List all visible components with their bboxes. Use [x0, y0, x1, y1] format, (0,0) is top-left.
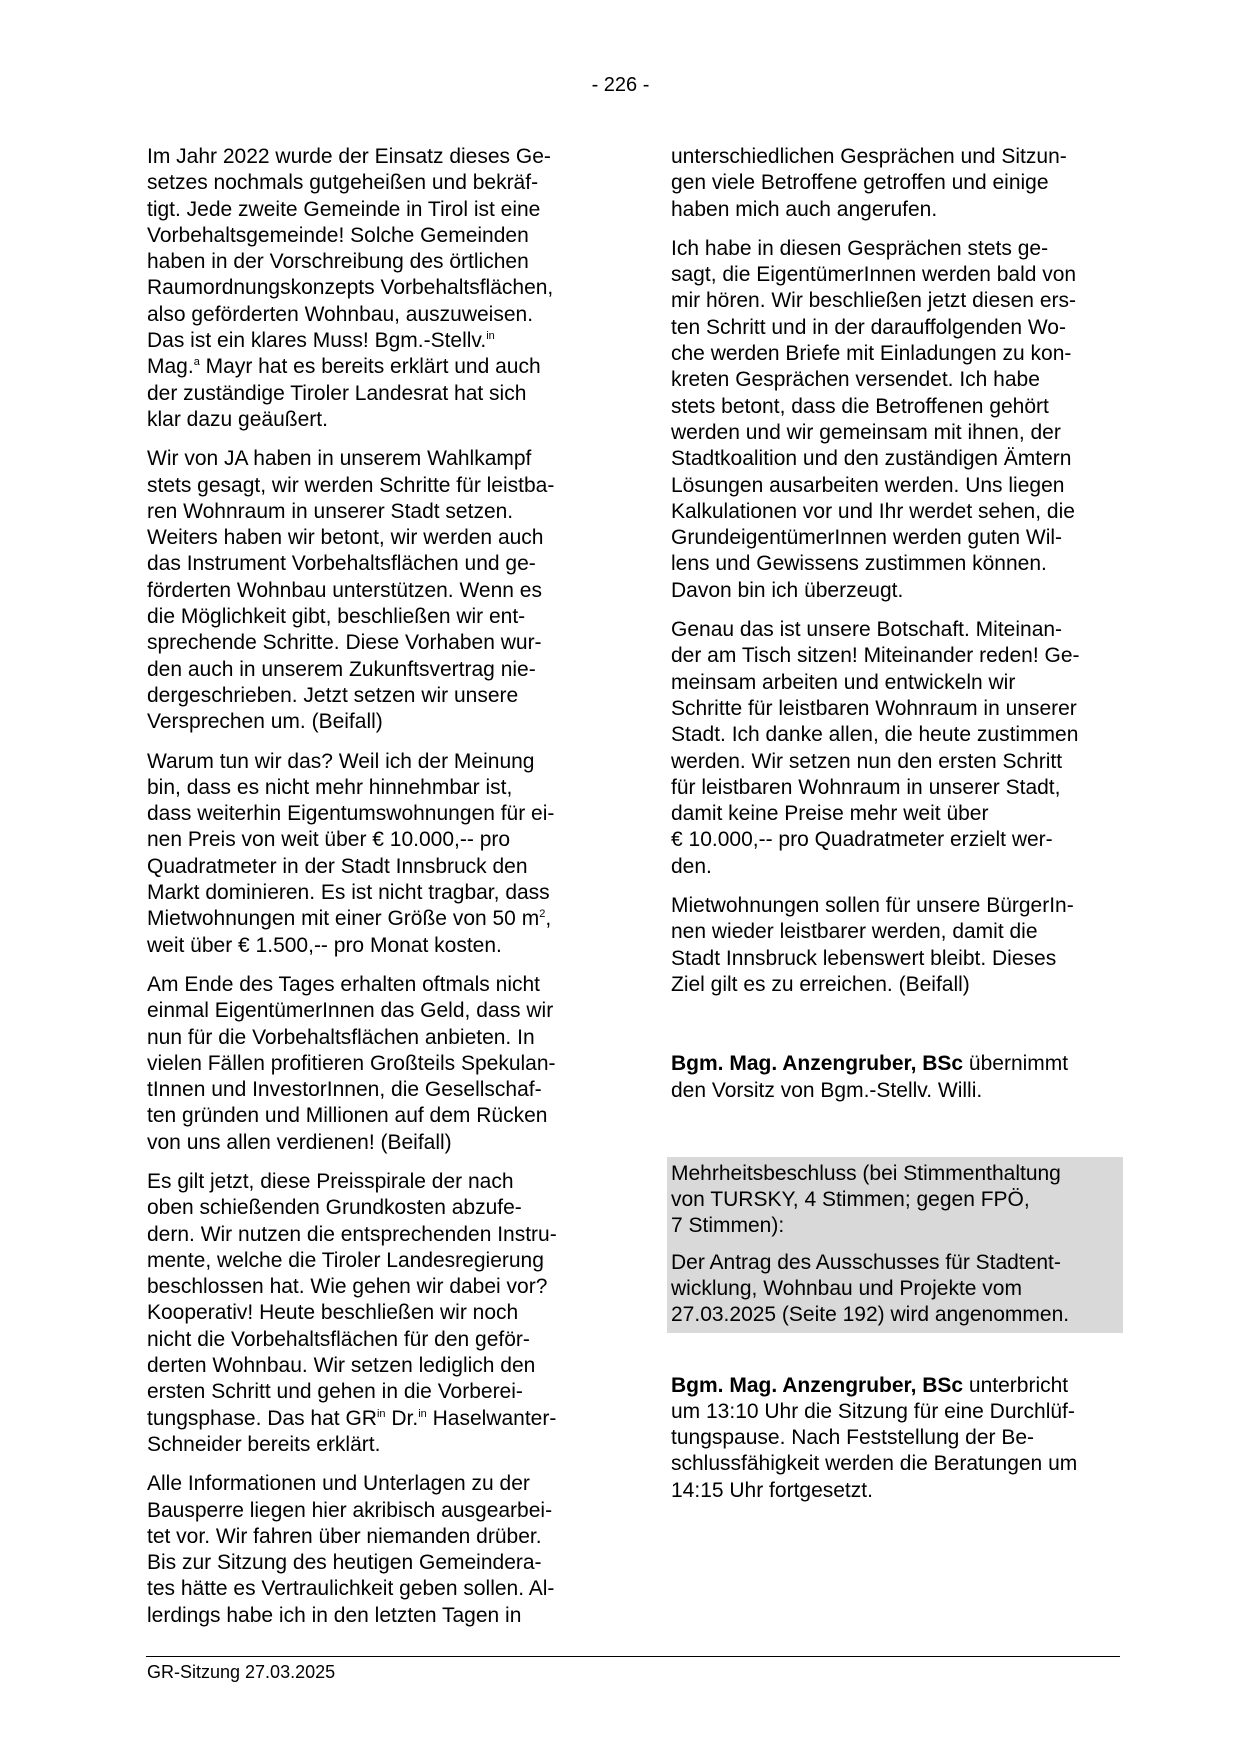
text-line: 7 Stimmen):: [671, 1214, 785, 1238]
text-line: Davon bin ich überzeugt.: [671, 578, 904, 602]
text-line: den.: [671, 854, 712, 878]
paragraph-message: [671, 617, 1131, 880]
paragraph-legal-obligation: [147, 144, 607, 433]
text-fragment: tungsphase. Das hat GR: [147, 1406, 377, 1430]
paragraph-price-spiral: [147, 1169, 607, 1458]
text-line: [671, 1373, 1131, 1399]
text-line: stets betont, dass die Betroffenen gehört: [671, 394, 1049, 418]
text-line: meinsam arbeiten und entwickeln wir: [671, 670, 1016, 694]
spacer: [671, 1011, 1131, 1051]
text-line: derten Wohnbau. Wir setzen lediglich den: [147, 1354, 536, 1378]
text-line: Alle Informationen und Unterlagen zu der: [147, 1472, 530, 1496]
text-line: [147, 906, 607, 932]
text-line: Raumordnungskonzepts Vorbehaltsflächen,: [147, 276, 554, 300]
text-line: gen viele Betroffene getroffen und einige: [671, 171, 1049, 195]
paragraph-prices: [147, 749, 607, 959]
footer-divider: [146, 1656, 1120, 1657]
speaker-name: Bgm. Mag. Anzengruber, BSc: [671, 1373, 964, 1397]
text-line: nicht die Vorbehaltsflächen für den geför-: [147, 1327, 530, 1351]
text-line: oben schießenden Grundkosten abzufe-: [147, 1196, 522, 1220]
text-line: Warum tun wir das? Weil ich der Meinung: [147, 749, 535, 773]
text-fragment: Mag.: [147, 355, 194, 379]
text-line: haben mich auch angerufen.: [671, 197, 938, 221]
text-line: ren Wohnraum in unserer Stadt setzen.: [147, 499, 514, 523]
text-line: tes hätte es Vertraulichkeit geben sollen. Al-: [147, 1577, 555, 1601]
text-line: werden und wir gemeinsam mit ihnen, der: [671, 420, 1061, 444]
text-line: sagt, die EigentümerInnen werden bald von: [671, 263, 1077, 287]
text-line: werden. Wir setzen nun den ersten Schritt: [671, 749, 1063, 773]
spacer: [671, 1333, 1131, 1373]
text-line: einmal EigentümerInnen das Geld, dass wir: [147, 999, 554, 1023]
spacer: [671, 1117, 1131, 1157]
text-line: nun für die Vorbehaltsflächen anbieten. In: [147, 1025, 535, 1049]
text-fragment: Das ist ein klares Muss! Bgm.-Stellv.: [147, 329, 487, 353]
text-line: [671, 1051, 1131, 1077]
text-line: Weiters haben wir betont, wir werden auch: [147, 526, 544, 550]
text-line: sprechende Schritte. Diese Vorhaben wur-: [147, 631, 542, 655]
text-line: die Möglichkeit gibt, beschließen wir ent-: [147, 605, 526, 629]
text-line: Im Jahr 2022 wurde der Einsatz dieses Ge-: [147, 145, 551, 168]
text-line: [147, 354, 607, 380]
text-line: von TURSKY, 4 Stimmen; gegen FPÖ,: [671, 1188, 1030, 1212]
text-line: klar dazu geäußert.: [147, 407, 328, 431]
footer-session-date: GR-Sitzung 27.03.2025: [147, 1662, 336, 1682]
superscript: 2: [539, 908, 546, 921]
page-number: - 226 -: [591, 74, 650, 96]
resolution-text: [671, 1250, 1123, 1329]
text-line: wicklung, Wohnbau und Projekte vom: [671, 1276, 1022, 1300]
right-column: [671, 144, 1131, 1517]
resolution-box: [667, 1157, 1123, 1333]
text-line: um 13:10 Uhr die Sitzung für eine Durchlüf-: [671, 1399, 1075, 1423]
text-line: dergeschrieben. Jetzt setzen wir unsere: [147, 683, 519, 707]
paragraph-owners: [671, 236, 1131, 604]
text-line: Schneider bereits erklärt.: [147, 1432, 381, 1456]
text-line: Mehrheitsbeschluss (bei Stimmenthaltung: [671, 1161, 1061, 1185]
text-line: das Instrument Vorbehaltsflächen und ge-: [147, 552, 536, 576]
text-line: vielen Fällen profitieren Großteils Spekulan-: [147, 1051, 556, 1075]
text-line: kreten Gesprächen versendet. Ich habe: [671, 368, 1040, 392]
paragraph-rentals: [671, 893, 1131, 998]
text-line: Versprechen um. (Beifall): [147, 710, 383, 734]
text-line: für leistbaren Wohnraum in unserer Stadt,: [671, 775, 1061, 799]
text-line: tInnen und InvestorInnen, die Gesellschaf-: [147, 1078, 542, 1102]
text-line: 14:15 Uhr fortgesetzt.: [671, 1478, 873, 1502]
text-line: € 10.000,-- pro Quadratmeter erzielt wer-: [671, 828, 1053, 852]
text-line: von uns allen verdienen! (Beifall): [147, 1130, 452, 1154]
superscript: in: [418, 1407, 427, 1420]
text-fragment: Dr.: [385, 1406, 419, 1430]
text-line: Kooperativ! Heute beschließen wir noch: [147, 1301, 519, 1325]
superscript: in: [486, 329, 495, 342]
text-line: unterschiedlichen Gesprächen und Sitzun-: [671, 145, 1067, 168]
text-line: Ich habe in diesen Gesprächen stets ge-: [671, 236, 1049, 260]
text-line: Stadt Innsbruck lebenswert bleibt. Dieses: [671, 946, 1057, 970]
speaker-name: Bgm. Mag. Anzengruber, BSc: [671, 1052, 964, 1076]
text-line: Quadratmeter in der Stadt Innsbruck den: [147, 854, 528, 878]
text-fragment: Mietwohnungen mit einer Größe von 50 m: [147, 907, 540, 931]
text-line: Der Antrag des Ausschusses für Stadtent-: [671, 1250, 1061, 1274]
text-fragment: Mayr hat es bereits erklärt und auch: [199, 355, 541, 379]
text-line: Markt dominieren. Es ist nicht tragbar, dass: [147, 881, 550, 905]
text-line: Bis zur Sitzung des heutigen Gemeindera-: [147, 1551, 542, 1575]
text-line: weit über € 1.500,-- pro Monat kosten.: [147, 933, 502, 957]
text-line: nen wieder leistbarer werden, damit die: [671, 920, 1038, 944]
text-line: ersten Schritt und gehen in die Vorberei-: [147, 1380, 523, 1404]
text-line: der zuständige Tiroler Landesrat hat sich: [147, 381, 527, 405]
text-line: GrundeigentümerInnen werden guten Wil-: [671, 526, 1063, 550]
text-line: che werden Briefe mit Einladungen zu kon-: [671, 342, 1072, 366]
text-line: Stadtkoalition und den zuständigen Ämtern: [671, 447, 1072, 471]
text-line: bin, dass es nicht mehr hinnehmbar ist,: [147, 775, 513, 799]
paragraph-conversations: [671, 144, 1131, 223]
text-line: haben in der Vorschreibung des örtlichen: [147, 250, 529, 274]
text-line: Wir von JA haben in unserem Wahlkampf: [147, 447, 532, 471]
paragraph-speculators: [147, 972, 607, 1156]
text-line: Stadt. Ich danke allen, die heute zustimmen: [671, 723, 1079, 747]
text-fragment: Haselwanter-: [426, 1406, 557, 1430]
text-line: Schritte für leistbaren Wohnraum in unserer: [671, 696, 1077, 720]
text-line: tet vor. Wir fahren über niemanden drüber.: [147, 1524, 542, 1548]
text-line: lerdings habe ich in den letzten Tagen in: [147, 1603, 522, 1627]
text-line: der am Tisch sitzen! Miteinander reden! Ge-: [671, 644, 1080, 668]
text-line: Mietwohnungen sollen für unsere BürgerIn-: [671, 894, 1074, 918]
text-line: nen Preis von weit über € 10.000,-- pro: [147, 828, 511, 852]
text-line: Am Ende des Tages erhalten oftmals nicht: [147, 972, 541, 996]
text-line: beschlossen hat. Wie gehen wir dabei vor?: [147, 1275, 548, 1299]
superscript: a: [193, 356, 200, 369]
text-line: mir hören. Wir beschließen jetzt diesen ers-: [671, 289, 1076, 313]
paragraph-information: [147, 1471, 607, 1629]
text-line: Es gilt jetzt, diese Preisspirale der nach: [147, 1169, 514, 1193]
text-line: [147, 328, 607, 354]
text-line: schlussfähigkeit werden die Beratungen um: [671, 1452, 1078, 1476]
text-line: 27.03.2025 (Seite 192) wird angenommen.: [671, 1303, 1070, 1327]
text-line: [147, 1406, 607, 1432]
text-line: Genau das ist unsere Botschaft. Miteinan-: [671, 618, 1063, 642]
pause-note: [671, 1373, 1131, 1504]
text-fragment: übernimmt: [963, 1052, 1069, 1076]
superscript: in: [376, 1407, 386, 1420]
left-column: [147, 144, 607, 1642]
text-line: förderten Wohnbau unterstützen. Wenn es: [147, 578, 542, 602]
text-line: dern. Wir nutzen die entsprechenden Instru-: [147, 1222, 557, 1246]
text-line: setzes nochmals gutgeheißen und bekräf-: [147, 171, 539, 195]
chair-change-note: [671, 1051, 1131, 1104]
text-fragment: unterbricht: [963, 1373, 1069, 1397]
text-line: den Vorsitz von Bgm.-Stellv. Willi.: [671, 1078, 983, 1102]
text-line: ten Schritt und in der darauffolgenden Wo-: [671, 315, 1066, 339]
text-line: den auch in unserem Zukunftsvertrag nie-: [147, 657, 536, 681]
text-line: dass weiterhin Eigentumswohnungen für ei-: [147, 802, 555, 826]
text-line: tungspause. Nach Feststellung der Be-: [671, 1426, 1035, 1450]
text-line: Bausperre liegen hier akribisch ausgearbei-: [147, 1498, 553, 1522]
text-line: Ziel gilt es zu erreichen. (Beifall): [671, 972, 970, 996]
text-line: Kalkulationen vor und Ihr werdet sehen, die: [671, 499, 1075, 523]
text-line: tigt. Jede zweite Gemeinde in Tirol ist eine: [147, 197, 541, 221]
text-line: also geförderten Wohnbau, auszuweisen.: [147, 302, 534, 326]
vote-result: [671, 1161, 1123, 1240]
text-line: damit keine Preise mehr weit über: [671, 802, 989, 826]
text-fragment: ,: [545, 907, 552, 931]
text-line: stets gesagt, wir werden Schritte für leistba-: [147, 473, 555, 497]
text-line: Lösungen ausarbeiten werden. Uns liegen: [671, 473, 1065, 497]
text-line: mente, welche die Tiroler Landesregierung: [147, 1248, 544, 1272]
text-line: lens und Gewissens zustimmen können.: [671, 552, 1047, 576]
paragraph-campaign-promise: [147, 446, 607, 735]
text-line: ten gründen und Millionen auf dem Rücken: [147, 1104, 548, 1128]
text-line: Vorbehaltsgemeinde! Solche Gemeinden: [147, 223, 529, 247]
